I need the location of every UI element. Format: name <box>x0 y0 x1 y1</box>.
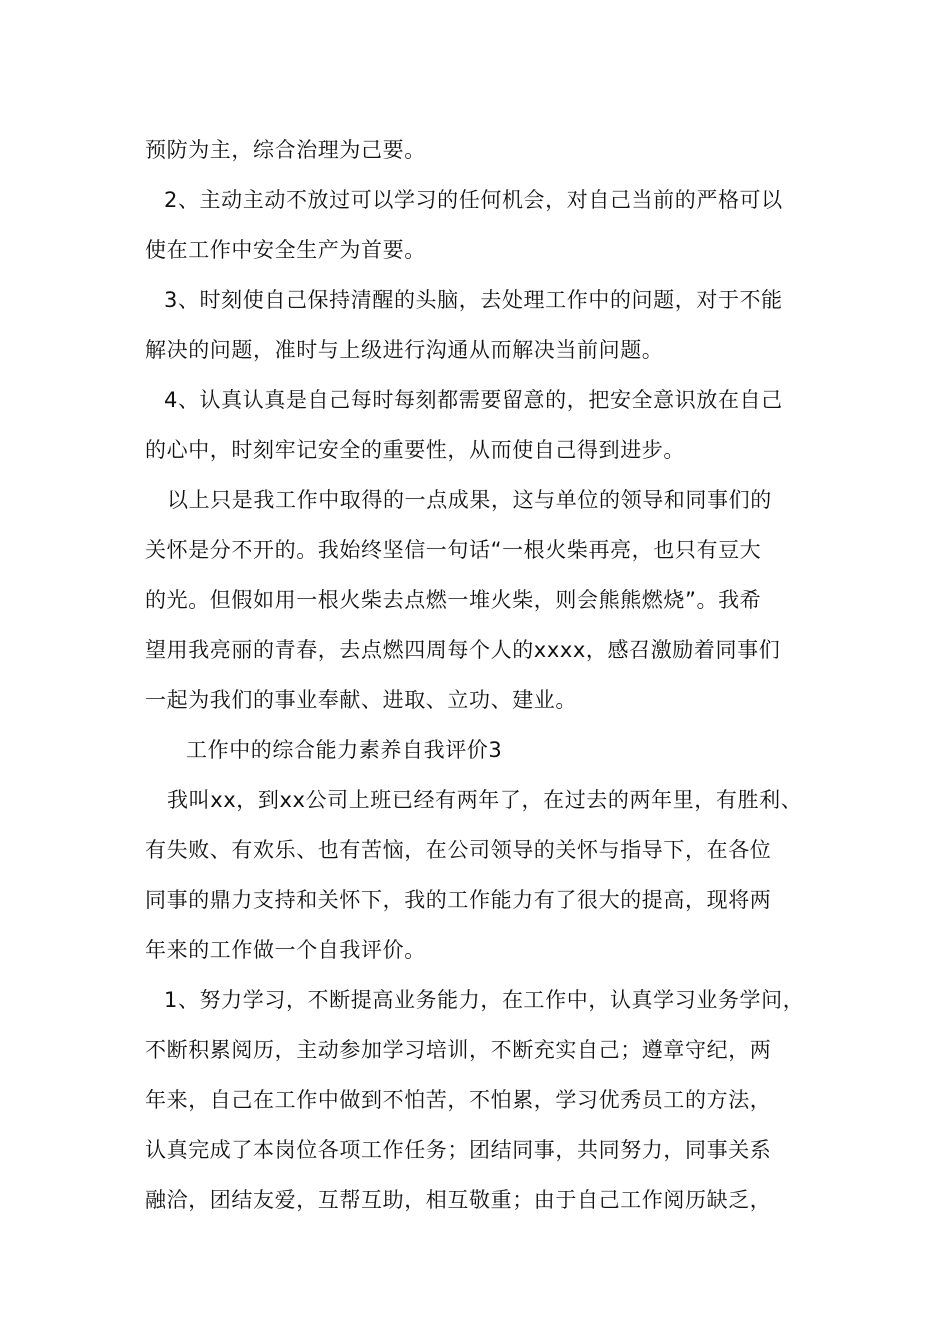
text-line: 一起为我们的事业奉献、进取、立功、建业。 <box>145 688 577 712</box>
text-line: 望用我亮丽的青春，去点燃四周每个人的xxxx，感召激励着同事们 <box>145 638 781 662</box>
section-heading: 工作中的综合能力素养自我评价3 <box>186 738 503 762</box>
text-line: 我叫xx，到xx公司上班已经有两年了，在过去的两年里，有胜利、 <box>167 788 803 812</box>
text-line: 的心中，时刻牢记安全的重要性，从而使自己得到进步。 <box>145 438 685 462</box>
text-line: 有失败、有欢乐、也有苦恼，在公司领导的关怀与指导下，在各位 <box>145 838 772 862</box>
text-line: 使在工作中安全生产为首要。 <box>145 238 426 262</box>
text-line: 2、主动主动不放过可以学习的任何机会，对自己当前的严格可以 <box>164 188 783 212</box>
text-line: 不断积累阅历，主动参加学习培训，不断充实自己；遵章守纪，两 <box>145 1038 772 1062</box>
text-line: 解决的问题，准时与上级进行沟通从而解决当前问题。 <box>145 338 664 362</box>
text-line: 年来，自己在工作中做到不怕苦，不怕累，学习优秀员工的方法， <box>145 1088 772 1112</box>
text-line: 认真完成了本岗位各项工作任务；团结同事，共同努力，同事关系 <box>145 1138 772 1162</box>
text-line: 预防为主，综合治理为己要。 <box>145 138 426 162</box>
text-line: 同事的鼎力支持和关怀下，我的工作能力有了很大的提高，现将两 <box>145 888 772 912</box>
text-line: 1、努力学习，不断提高业务能力，在工作中，认真学习业务学问， <box>164 988 805 1012</box>
text-line: 的光。但假如用一根火柴去点燃一堆火柴，则会熊熊燃烧”。我希 <box>145 588 762 612</box>
text-line: 以上只是我工作中取得的一点成果，这与单位的领导和同事们的 <box>167 488 772 512</box>
text-line: 4、认真认真是自己每时每刻都需要留意的，把安全意识放在自己 <box>164 388 783 412</box>
text-line: 融洽，团结友爱，互帮互助，相互敬重；由于自己工作阅历缺乏， <box>145 1188 772 1212</box>
text-line: 3、时刻使自己保持清醒的头脑，去处理工作中的问题，对于不能 <box>164 288 783 312</box>
text-line: 关怀是分不开的。我始终坚信一句话“一根火柴再亮，也只有豆大 <box>145 538 762 562</box>
text-line: 年来的工作做一个自我评价。 <box>145 938 426 962</box>
